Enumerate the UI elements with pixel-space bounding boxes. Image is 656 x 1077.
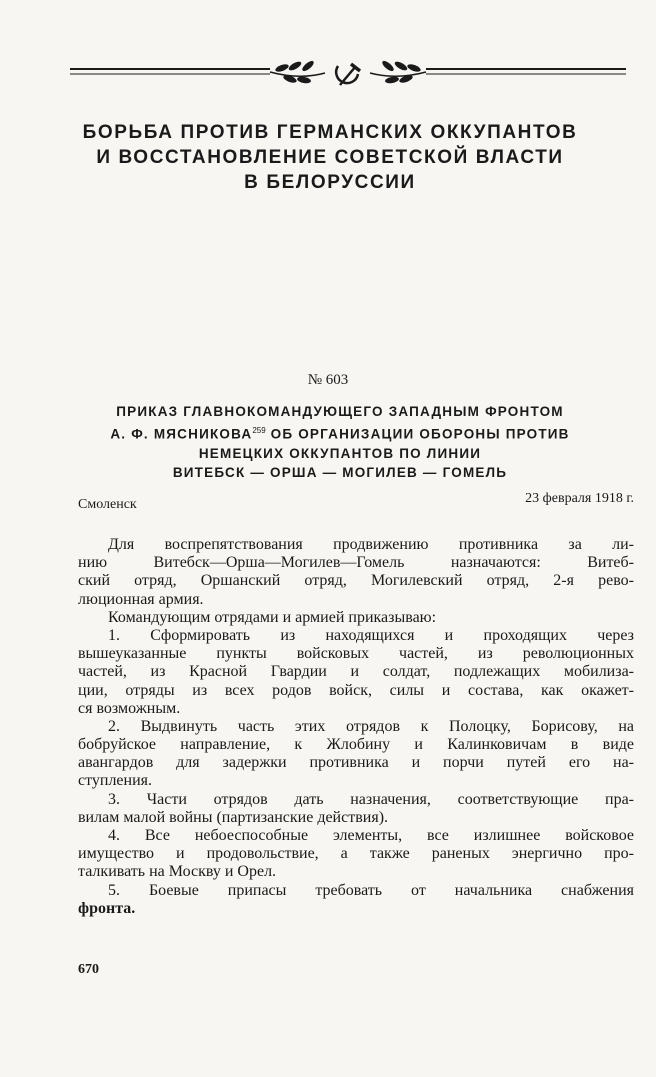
- hammer-sickle-icon: [336, 64, 360, 85]
- body-line: талкивать на Москву и Орел.: [78, 863, 277, 881]
- document-title-line: НЕМЕЦКИХ ОККУПАНТОВ ПО ЛИНИИ: [198, 445, 482, 461]
- body-line: 4. Все небоеспособные элементы, все излишнее войсковое: [108, 827, 634, 844]
- body-line: нию Витебск—Орша—Могилев—Гомель назначаются: Витеб-: [78, 554, 634, 572]
- body-line: бобруйское направление, к Жлобину и Калинковичам в виде: [78, 736, 634, 754]
- footnote-reference: 259: [252, 426, 266, 435]
- body-line: 1. Сформировать из находящихся и проходящих через: [108, 626, 634, 644]
- section-title-line: В БЕЛОРУССИИ: [244, 172, 416, 193]
- body-line: вилам малой войны (партизанские действия).: [78, 808, 389, 826]
- body-line: фронта.: [78, 899, 136, 917]
- body-line: имущество и продовольствие, а также раненых энергично про-: [78, 845, 634, 863]
- document-title-line: ПРИКАЗ ГЛАВНОКОМАНДУЮЩЕГО ЗАПАДНЫМ ФРОНТОМ: [116, 404, 564, 419]
- document-place: Смоленск: [78, 497, 137, 512]
- document-title-line: ВИТЕБСК — ОРША — МОГИЛЕВ — ГОМЕЛЬ: [172, 464, 508, 480]
- document-date: 23 февраля 1918 г.: [525, 491, 634, 506]
- section-title-line: БОРЬБА ПРОТИВ ГЕРМАНСКИХ ОККУПАНТОВ: [82, 122, 578, 143]
- body-line: ции, отряды из всех родов войск, силы и состава, как окажет-: [78, 681, 634, 699]
- document-title: [60, 402, 620, 482]
- body-line: 2. Выдвинуть часть этих отрядов к Полоцку, Борисову, на: [108, 717, 634, 735]
- body-line: ский отряд, Оршанский отряд, Могилевский отряд, 2-я рево-: [78, 572, 634, 590]
- body-line: ся возможным.: [78, 699, 181, 717]
- body-line: люционная армия.: [78, 590, 204, 608]
- body-line: Для воспрепятствования продвижению противника за ли-: [108, 536, 634, 553]
- body-line: частей, из Красной Гвардии и солдат, подлежащих мобилиза-: [78, 663, 634, 681]
- section-title-line: И ВОССТАНОВЛЕНИЕ СОВЕТСКОЙ ВЛАСТИ: [96, 147, 564, 168]
- body-line: 5. Боевые припасы требовать от начальника снабжения: [108, 881, 634, 899]
- laurel-left-icon: [270, 60, 325, 84]
- page-number: 670: [78, 962, 99, 977]
- document-body: [78, 536, 634, 918]
- document-title-line: [60, 421, 620, 444]
- body-line: Командующим отрядами и армией приказываю:: [108, 608, 437, 626]
- document-title-author: А. Ф. МЯСНИКОВА: [110, 426, 253, 442]
- section-title: [60, 120, 600, 195]
- body-line: ступления.: [78, 772, 153, 790]
- document-number: № 603: [307, 372, 349, 388]
- body-line: авангардов для задержки противника и порчи путей его на-: [78, 754, 634, 772]
- header-ornament: [70, 60, 626, 90]
- document-title-part: ОБ ОРГАНИЗАЦИИ ОБОРОНЫ ПРОТИВ: [265, 426, 570, 442]
- body-line: вышеуказанные пункты войсковых частей, из революционных: [78, 645, 634, 663]
- body-line: 3. Части отрядов дать назначения, соответствующие пра-: [108, 790, 634, 808]
- laurel-right-icon: [370, 60, 426, 84]
